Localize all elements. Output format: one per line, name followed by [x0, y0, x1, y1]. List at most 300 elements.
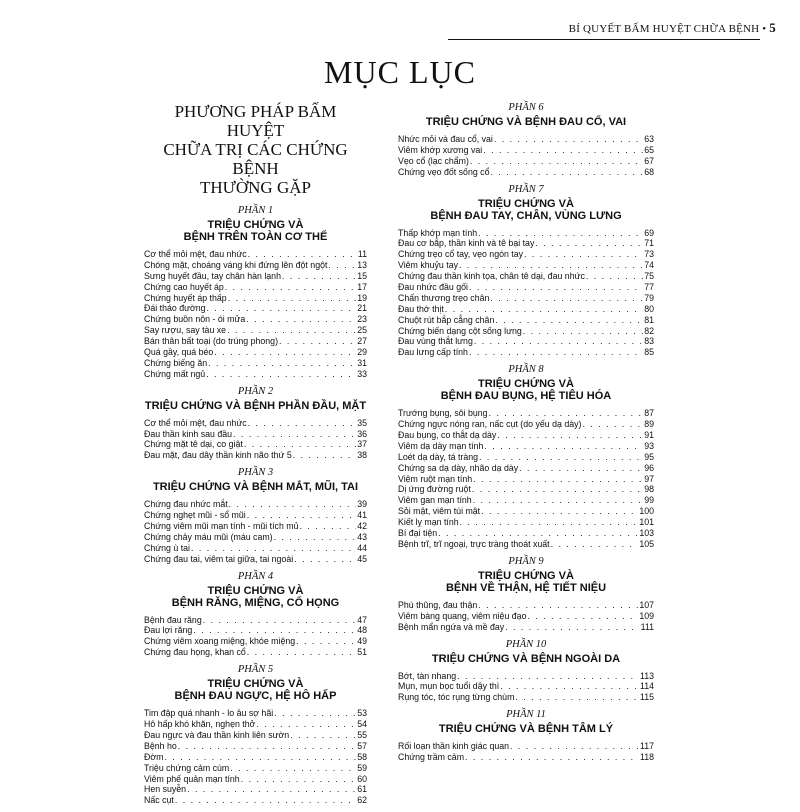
dot-leader	[519, 463, 643, 474]
toc-entry-page: 109	[639, 610, 654, 621]
section-title	[144, 219, 367, 243]
dot-leader	[256, 719, 356, 730]
toc-entry-title: Đau lưng cấp tính	[398, 347, 468, 358]
section-part-label: PHẦN 11	[506, 709, 546, 721]
toc-entry	[398, 611, 654, 622]
section-title-line: BỆNH ĐAU NGỰC, HỆ HÔ HẤP	[174, 690, 337, 703]
dot-leader	[484, 441, 643, 452]
toc-entry-title: Kiết lỵ mạn tính	[398, 517, 459, 528]
toc-entry-title: Viêm ruột mạn tính	[398, 473, 473, 484]
dot-leader	[293, 450, 356, 461]
section-title	[398, 378, 654, 402]
toc-entry	[144, 795, 367, 806]
toc-entry-page: 83	[644, 336, 654, 347]
toc-entry	[144, 752, 367, 763]
toc-entry-title: Quá gầy, quá béo	[144, 347, 214, 358]
toc-entry-page: 19	[357, 292, 367, 303]
dot-leader	[164, 752, 356, 763]
dot-leader	[515, 692, 639, 703]
toc-entry-title: Viêm gan mạn tính	[398, 495, 472, 506]
section-title-line: TRIỆU CHỨNG VÀ BỆNH ĐAU CỔ, VAI	[425, 116, 627, 128]
toc-entry	[398, 741, 654, 752]
toc-entry-page: 69	[644, 227, 654, 238]
toc-entry-title: Chứng đau nhức mắt	[144, 499, 228, 510]
toc-entry-title: Chứng viêm xoang miệng, khóe miệng	[144, 636, 296, 647]
toc-entry-title: Bán thân bất toại (do trúng phong)	[144, 336, 279, 347]
dot-leader	[282, 271, 356, 282]
dot-leader	[175, 795, 356, 806]
toc-entry	[398, 167, 654, 178]
toc-entry-page: 44	[357, 542, 367, 553]
toc-entry-title: Trướng bụng, sôi bụng	[398, 408, 488, 419]
toc-entry-page: 57	[357, 740, 367, 751]
toc-entry-title: Bí đại tiện	[398, 528, 438, 539]
toc-entry	[398, 622, 654, 633]
toc-entry	[398, 671, 654, 682]
toc-entry-title: Bớt, tàn nhang	[398, 670, 457, 681]
toc-entry	[144, 554, 367, 565]
dot-leader	[472, 484, 643, 495]
toc-entry	[144, 271, 367, 282]
toc-entry-page: 100	[639, 506, 654, 517]
toc-entry-page: 74	[644, 260, 654, 271]
toc-entry-title: Chứng ù tai	[144, 542, 190, 553]
dot-leader	[233, 429, 356, 440]
toc-entry-list	[144, 615, 367, 659]
toc-entry-page: 42	[357, 521, 367, 532]
dot-leader	[469, 347, 643, 358]
toc-entry-title: Sưng huyết đầu, tay chân hàn lạnh	[144, 270, 281, 281]
toc-entry-page: 59	[357, 762, 367, 773]
section-part-label: PHẦN 8	[508, 364, 544, 376]
toc-entry-title: Thấp khớp mạn tính	[398, 227, 478, 238]
dot-leader	[474, 336, 643, 347]
toc-entry	[144, 615, 367, 626]
toc-entry-page: 45	[357, 553, 367, 564]
dot-leader	[248, 249, 357, 260]
toc-entry-page: 67	[644, 155, 654, 166]
section-title	[398, 653, 654, 665]
toc-entry-list	[398, 134, 654, 178]
dot-leader	[178, 741, 356, 752]
toc-entry-title: Viêm khớp xương vai	[398, 144, 483, 155]
toc-entry	[144, 719, 367, 730]
toc-entry-page: 115	[639, 692, 654, 703]
toc-right-column	[398, 102, 654, 769]
toc-entry	[398, 282, 654, 293]
toc-entry	[144, 369, 367, 380]
dot-leader	[244, 439, 356, 450]
toc-entry	[398, 692, 654, 703]
main-heading	[144, 102, 367, 197]
dot-leader	[510, 741, 639, 752]
toc-entry-title: Chuột rút bắp cẳng chân	[398, 314, 495, 325]
toc-entry-title: Bệnh đau răng	[144, 614, 202, 625]
toc-section	[398, 639, 654, 704]
dot-leader	[505, 622, 639, 633]
toc-entry	[144, 325, 367, 336]
header-separator: •	[762, 23, 767, 35]
dot-leader	[465, 752, 639, 763]
dot-leader	[479, 452, 643, 463]
section-part-label: PHẦN 2	[237, 385, 274, 397]
toc-entry-page: 105	[639, 538, 654, 549]
toc-section	[398, 709, 654, 763]
toc-entry	[398, 484, 654, 495]
toc-entry-page: 13	[357, 259, 367, 270]
toc-entry-page: 118	[639, 752, 654, 763]
dot-leader	[473, 474, 643, 485]
dot-leader	[193, 625, 356, 636]
toc-entry-list	[144, 499, 367, 564]
dot-leader	[490, 293, 643, 304]
toc-entry	[144, 314, 367, 325]
toc-entry-title: Chấn thương trẹo chân	[398, 292, 490, 303]
toc-entry-title: Hô hấp khó khăn, nghẹn thở	[144, 719, 256, 730]
dot-leader	[527, 611, 638, 622]
toc-entry-title: Chứng viêm mũi mạn tính - mũi tích mủ	[144, 521, 299, 532]
dot-leader	[490, 167, 643, 178]
toc-entry-page: 85	[644, 347, 654, 358]
dot-leader	[478, 228, 643, 239]
toc-entry-page: 60	[357, 773, 367, 784]
dot-leader	[203, 615, 356, 626]
toc-entry-page: 37	[357, 439, 367, 450]
toc-entry	[398, 228, 654, 239]
dot-leader	[523, 326, 643, 337]
toc-entry	[398, 293, 654, 304]
dot-leader	[459, 260, 643, 271]
toc-entry	[398, 528, 654, 539]
toc-entry	[398, 539, 654, 550]
toc-entry-page: 95	[644, 451, 654, 462]
toc-entry	[144, 439, 367, 450]
toc-entry-list	[398, 228, 654, 359]
toc-entry-page: 103	[639, 528, 654, 539]
dot-leader	[191, 543, 356, 554]
toc-section	[398, 364, 654, 550]
toc-entry-page: 15	[357, 270, 367, 281]
toc-entry	[144, 741, 367, 752]
toc-entry-title: Rối loạn thần kinh giác quan	[398, 741, 510, 752]
toc-entry-page: 11	[357, 249, 367, 259]
section-title-line: BỆNH ĐAU BỤNG, HỆ TIÊU HÓA	[440, 390, 612, 403]
toc-entry-page: 82	[644, 325, 654, 336]
toc-entry	[398, 134, 654, 145]
section-title-line: BỆNH VỀ THẬN, HỆ TIẾT NIỆU	[445, 581, 607, 594]
section-title	[144, 481, 367, 493]
toc-section	[398, 556, 654, 633]
section-title-line: TRIỆU CHỨNG VÀ	[478, 569, 574, 582]
toc-entry	[398, 600, 654, 611]
toc-entry-page: 65	[644, 144, 654, 155]
toc-entry-title: Đau thần kinh sau đầu	[144, 428, 233, 439]
toc-entry-page: 91	[644, 430, 654, 441]
toc-entry-title: Viêm bàng quang, viêm niệu đạo	[398, 610, 527, 621]
toc-entry-page: 87	[644, 408, 654, 419]
dot-leader	[460, 517, 639, 528]
toc-entry	[144, 774, 367, 785]
dot-leader	[469, 282, 643, 293]
toc-entry-page: 93	[644, 440, 654, 451]
toc-entry-title: Viêm dạ dày mạn tính	[398, 440, 484, 451]
toc-entry	[398, 271, 654, 282]
dot-leader	[208, 358, 356, 369]
section-part-label: PHẦN 5	[237, 664, 274, 676]
toc-entry	[144, 358, 367, 369]
toc-entry-page: 97	[644, 473, 654, 484]
toc-entry-title: Dị ứng đường ruột	[398, 484, 471, 495]
dot-leader	[494, 134, 643, 145]
toc-entry-page: 81	[644, 314, 654, 325]
toc-entry-list	[398, 671, 654, 704]
section-title-line: TRIỆU CHỨNG VÀ	[478, 197, 574, 210]
toc-entry-list	[398, 408, 654, 550]
toc-entry	[398, 336, 654, 347]
toc-entry-title: Phù thũng, đau thận	[398, 599, 478, 610]
toc-entry-title: Mụn, mụn bọc tuổi dậy thì	[398, 681, 500, 692]
dot-leader	[227, 325, 356, 336]
toc-entry	[398, 249, 654, 260]
dot-leader	[445, 304, 643, 315]
main-heading-line: PHƯƠNG PHÁP BẤM HUYỆT	[174, 102, 337, 140]
dot-leader	[248, 418, 357, 429]
toc-entry	[398, 452, 654, 463]
toc-entry	[398, 260, 654, 271]
toc-entry-page: 96	[644, 462, 654, 473]
toc-entry-title: Cơ thể mỏi mệt, đau nhức	[144, 417, 247, 428]
toc-entry-page: 48	[357, 625, 367, 636]
toc-entry-title: Chứng vẹo đốt sống cổ	[398, 166, 490, 177]
toc-entry-title: Đau vùng thắt lưng	[398, 336, 473, 347]
toc-entry	[144, 730, 367, 741]
toc-entry-title: Chứng ngực nóng ran, nấc cụt (do yếu dạ dày)	[398, 419, 582, 430]
toc-entry	[144, 784, 367, 795]
toc-entry	[144, 499, 367, 510]
toc-entry-page: 41	[357, 510, 367, 521]
toc-entry-title: Vẹo cổ (lạc chẩm)	[398, 155, 469, 166]
section-part-label: PHẦN 3	[237, 467, 274, 479]
toc-entry	[398, 419, 654, 430]
toc-entry-title: Chứng huyết áp thấp	[144, 292, 227, 303]
dot-leader	[586, 271, 643, 282]
toc-entry	[144, 347, 367, 358]
dot-leader	[497, 430, 643, 441]
toc-entry	[144, 429, 367, 440]
section-title-line: TRIỆU CHỨNG VÀ	[207, 584, 304, 597]
toc-entry-title: Bệnh ho	[144, 740, 177, 751]
toc-entry-title: Đau cơ bắp, thần kinh và tê bại tay	[398, 238, 535, 249]
section-title-line: TRIỆU CHỨNG VÀ BỆNH MẮT, MŨI, TAI	[152, 481, 359, 494]
toc-entry-title: Đau bụng, co thắt dạ dày	[398, 430, 497, 441]
toc-entry-title: Chứng đau tai, viêm tai giữa, tai ngoài	[144, 553, 294, 564]
section-part-label: PHẦN 7	[508, 183, 544, 195]
toc-entry-page: 98	[644, 484, 654, 495]
dot-leader	[228, 293, 357, 304]
toc-entry-page: 51	[357, 647, 367, 658]
dot-leader	[300, 521, 357, 532]
toc-entry-title: Chứng biếng ăn	[144, 357, 208, 368]
toc-entry	[144, 543, 367, 554]
toc-entry	[144, 336, 367, 347]
toc-entry-title: Loét dạ dày, tá tràng	[398, 451, 479, 462]
section-title	[398, 723, 654, 735]
dot-leader	[328, 260, 356, 271]
toc-entry	[144, 625, 367, 636]
toc-entry	[398, 347, 654, 358]
toc-entry-page: 80	[644, 303, 654, 314]
section-title-line: BỆNH ĐAU TAY, CHÂN, VÙNG LƯNG	[430, 209, 622, 222]
dot-leader	[483, 145, 643, 156]
dot-leader	[230, 763, 356, 774]
toc-entry-title: Chứng biến dạng cột sống lưng	[398, 325, 522, 336]
toc-entry-title: Chứng mất ngủ	[144, 368, 206, 379]
toc-entry-page: 99	[644, 495, 654, 506]
toc-entry-title: Viêm khuỷu tay	[398, 260, 458, 271]
toc-entry	[144, 303, 367, 314]
toc-entry-page: 54	[357, 719, 367, 730]
toc-entry-page: 33	[357, 368, 367, 379]
toc-entry-title: Đau nhức đầu gối	[398, 282, 468, 293]
section-part-label: PHẦN 10	[505, 638, 547, 650]
toc-entry	[144, 450, 367, 461]
toc-entry	[144, 521, 367, 532]
dot-leader	[582, 419, 643, 430]
dot-leader	[524, 249, 643, 260]
toc-entry-page: 31	[357, 357, 367, 368]
toc-entry-page: 21	[357, 303, 367, 314]
toc-entry	[398, 408, 654, 419]
toc-entry	[398, 506, 654, 517]
section-title-line: TRIỆU CHỨNG VÀ BỆNH PHẦN ĐẦU, MẶT	[144, 399, 367, 412]
toc-entry-title: Nấc cụt	[144, 795, 174, 806]
toc-entry-title: Chứng sa dạ dày, nhão dạ dày	[398, 462, 519, 473]
page-title: MỤC LỤC	[324, 54, 476, 90]
dot-leader	[241, 774, 357, 785]
toc-entry-title: Say rượu, say tàu xe	[144, 325, 227, 336]
dot-leader	[438, 528, 638, 539]
dot-leader	[551, 539, 639, 550]
dot-leader	[279, 336, 356, 347]
toc-entry	[398, 681, 654, 692]
toc-entry-page: 62	[357, 795, 367, 806]
toc-entry	[144, 282, 367, 293]
section-title	[398, 116, 654, 128]
dot-leader	[225, 282, 356, 293]
toc-entry-list	[144, 418, 367, 462]
toc-entry-title: Đau ngực và đau thần kinh liên sườn	[144, 729, 290, 740]
toc-section	[144, 571, 367, 659]
dot-leader	[247, 510, 356, 521]
toc-entry	[144, 260, 367, 271]
dot-leader	[290, 730, 356, 741]
toc-entry-title: Đau thớ thịt	[398, 303, 444, 314]
toc-entry	[398, 495, 654, 506]
toc-entry-title: Hen suyễn	[144, 784, 187, 795]
toc-entry-title: Bệnh trĩ, trĩ ngoại, trực tràng thoát xuất	[398, 538, 550, 549]
toc-entry-page: 29	[357, 347, 367, 358]
toc-entry-title: Chứng buồn nôn - ói mửa	[144, 314, 246, 325]
toc-entry-title: Chứng đau họng, khan cổ	[144, 647, 246, 658]
toc-entry-title: Chóng mặt, choáng váng khi đứng lên đột ngột	[144, 259, 328, 270]
section-part-label: PHẦN 1	[237, 205, 274, 216]
toc-entry-page: 43	[357, 531, 367, 542]
toc-entry-page: 107	[639, 599, 654, 610]
toc-entry-page: 114	[639, 681, 654, 692]
header-rule	[448, 39, 760, 40]
dot-leader	[500, 681, 639, 692]
toc-entry-list	[144, 249, 367, 380]
toc-entry-page: 75	[644, 271, 654, 282]
toc-entry	[144, 763, 367, 774]
toc-section	[144, 467, 367, 564]
toc-entry-page: 38	[357, 450, 367, 461]
toc-left-column	[144, 102, 367, 812]
dot-leader	[489, 408, 644, 419]
toc-entry-page: 89	[644, 419, 654, 430]
toc-entry	[398, 430, 654, 441]
toc-entry	[144, 418, 367, 429]
toc-entry-title: Đái tháo đường	[144, 303, 206, 314]
toc-entry	[398, 517, 654, 528]
toc-entry-page: 117	[639, 741, 654, 752]
toc-entry-title: Sỏi mật, viêm túi mật	[398, 506, 481, 517]
main-heading-line: THƯỜNG GẶP	[200, 178, 311, 197]
toc-entry-page: 25	[357, 325, 367, 336]
toc-entry-page: 79	[644, 292, 654, 303]
dot-leader	[473, 495, 644, 506]
section-title-line: BỆNH RĂNG, MIỆNG, CỔ HỌNG	[171, 596, 340, 609]
toc-entry-page: 39	[357, 499, 367, 510]
toc-entry	[398, 752, 654, 763]
toc-entry-list	[144, 708, 367, 806]
dot-leader	[470, 156, 643, 167]
section-title	[144, 678, 367, 702]
toc-section	[144, 386, 367, 462]
toc-entry-page: 36	[357, 428, 367, 439]
toc-entry	[398, 145, 654, 156]
toc-entry-title: Triệu chứng cảm cúm	[144, 762, 230, 773]
section-title	[144, 400, 367, 412]
toc-entry	[398, 463, 654, 474]
toc-entry-title: Bệnh mẩn ngứa và mề đay	[398, 621, 505, 632]
dot-leader	[274, 532, 357, 543]
toc-section	[398, 102, 654, 178]
running-title: BÍ QUYẾT BẤM HUYỆT CHỮA BỆNH	[568, 23, 760, 35]
toc-entry-page: 49	[357, 636, 367, 647]
toc-section	[144, 664, 367, 806]
dot-leader	[207, 303, 357, 314]
toc-entry-title: Đờm	[144, 751, 164, 762]
toc-entry-title: Tim đập quá nhanh - lo âu sợ hãi	[144, 708, 274, 719]
section-title-line: TRIỆU CHỨNG VÀ	[478, 378, 574, 391]
dot-leader	[206, 369, 356, 380]
dot-leader	[457, 671, 639, 682]
toc-entry-list	[398, 600, 654, 633]
toc-entry-title: Chứng nghẹt mũi - sổ mũi	[144, 510, 246, 521]
dot-leader	[214, 347, 356, 358]
toc-entry-title: Cơ thể mỏi mệt, đau nhức	[144, 249, 247, 259]
toc-entry	[144, 532, 367, 543]
toc-entry-title: Đau lợi răng	[144, 625, 193, 636]
section-part-label: PHẦN 4	[237, 570, 274, 582]
toc-entry-title: Nhức mỏi và đau cổ, vai	[398, 134, 493, 144]
toc-entry	[144, 647, 367, 658]
dot-leader	[495, 315, 643, 326]
toc-entry-page: 23	[357, 314, 367, 325]
toc-section	[144, 205, 367, 380]
dot-leader	[229, 499, 357, 510]
